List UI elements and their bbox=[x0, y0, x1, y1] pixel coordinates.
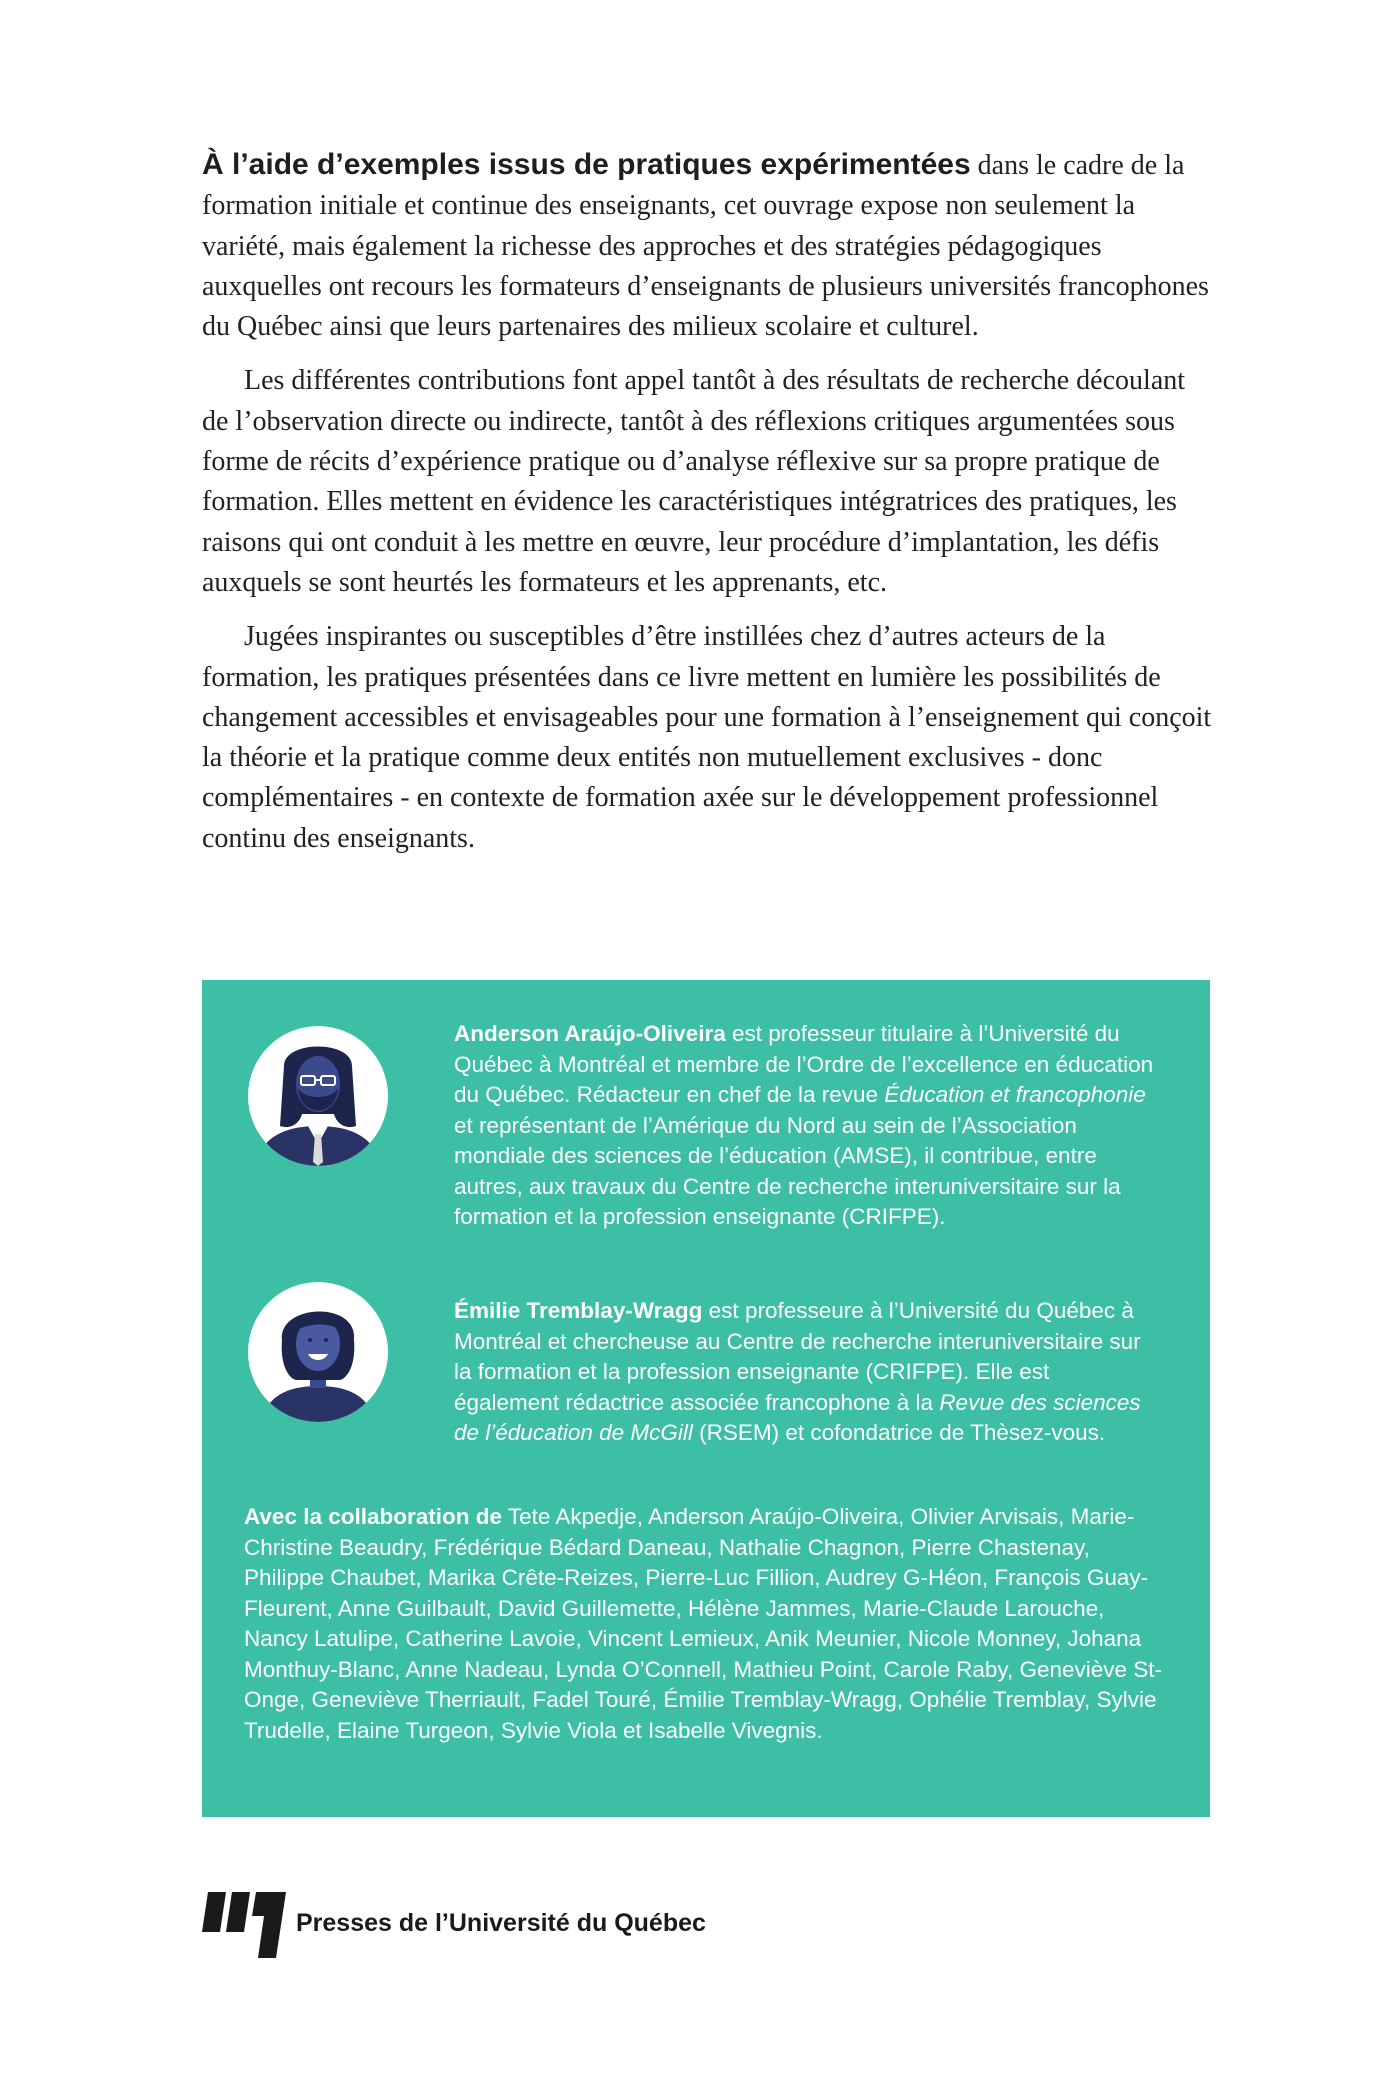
author-portrait-2 bbox=[248, 1282, 388, 1422]
summary-lead: À l’aide d’exemples issus de pratiques expérimentées bbox=[202, 148, 971, 181]
collaborator-names: Tete Akpedje, Anderson Araújo-Oliveira, Olivier Arvisais, Marie-Christine Beaudry, Frédérique Bédard Daneau, Nathalie Chagnon, Pierre Chastenay, Philippe Chaubet, Marika Crête-Reizes, Pierre-Luc Fillion, Audrey G-Héon, François Guay-Fleurent, Anne Guilbault, David Guillemette, Hélène Jammes, Marie-Claude Larouche, Nancy Latulipe, Catherine Lavoie, Vincent Lemieux, Anik Meunier, Nicole Monney, Johana Monthuy-Blanc, Anne Nadeau, Lynda O’Connell, Mathieu Point, Carole Raby, Geneviève St-Onge, Geneviève Therriault, Fadel Touré, Émilie Tremblay-Wragg, Ophélie Tremblay, Sylvie Trudelle, Elaine Turgeon, Sylvie Viola et Isabelle Vivegnis. bbox=[244, 1504, 1163, 1743]
summary-paragraph-1-text: dans le cadre de la formation initiale et continue des enseignants, cet ouvrage expose non seulement la variété, mais également la richesse des approches et des stratégies pédagogiques auxquelles ont recours les formateurs d’enseignants de plusieurs universités francophones du Québec ainsi que leurs partenaires des milieux scolaire et culturel. bbox=[202, 150, 1209, 343]
author-bio-2-text-b: (RSEM) et cofondatrice de Thèsez-vous. bbox=[692, 1420, 1106, 1445]
authors-panel bbox=[202, 980, 1210, 1817]
back-cover-summary bbox=[202, 145, 1212, 873]
summary-paragraph-1 bbox=[202, 145, 1212, 347]
collaborators-list bbox=[244, 1502, 1174, 1746]
author-name-2: Émilie Tremblay-Wragg bbox=[454, 1298, 703, 1323]
summary-paragraph-2: Les différentes contributions font appel tantôt à des résultats de recherche découlant de l’observation directe ou indirecte, tantôt à des réflexions critiques argumentées sous forme de récits d’expérience pratique ou d’analyse réflexive sur sa propre pratique de formation. Elles mettent en évidence les caractéristiques intégratrices des pratiques, les raisons qui ont conduit à les mettre en œuvre, leur procédure d’implantation, les défis auxquels se sont heurtés les formateurs et les apprenants, etc. bbox=[202, 365, 1186, 598]
author-bio-1 bbox=[454, 1019, 1154, 1233]
journal-title-2: Revue des sciences de l’éducation de McGill bbox=[454, 1389, 1141, 1445]
publisher-name: Presses de l’Université du Québec bbox=[296, 1909, 706, 1937]
collaboration-label: Avec la collaboration de bbox=[244, 1504, 502, 1529]
author-bio-1-text-b: et représentant de l’Amérique du Nord au sein de l’Association mondiale des sciences de l’éducation (AMSE), il contribue, entre autres, aux travaux du Centre de recherche interuniversitaire sur la formation et la profession enseignante (CRIFPE). bbox=[454, 1112, 1121, 1229]
author-bio-1-text-a: est professeur titulaire à l’Université du Québec à Montréal et membre de l’Ordre de l’excellence en éducation du Québec. Rédacteur en chef de la revue bbox=[454, 1021, 1154, 1107]
woman-portrait-icon bbox=[248, 1282, 388, 1422]
author-bio-2 bbox=[454, 1296, 1154, 1449]
man-portrait-icon bbox=[248, 1026, 388, 1166]
author-name-1: Anderson Araújo-Oliveira bbox=[454, 1021, 726, 1046]
journal-title-1: Éducation et francophonie bbox=[884, 1082, 1146, 1107]
puq-logo-icon bbox=[202, 1892, 286, 1963]
summary-paragraph-3: Jugées inspirantes ou susceptibles d’être instillées chez d’autres acteurs de la formation, les pratiques présentées dans ce livre mettent en lumière les possibilités de changement accessibles et envisageables pour une formation à l’enseignement qui conçoit la théorie et la pratique comme deux entités non mutuellement exclusives - donc complémentaires - en contexte de formation axée sur le développement professionnel continu des enseignants. bbox=[202, 621, 1212, 854]
author-portrait-1 bbox=[248, 1026, 388, 1166]
author-bio-2-text-a: est professeure à l’Université du Québec à Montréal et chercheuse au Centre de recherche interuniversitaire sur la formation et la profession enseignante (CRIFPE). Elle est également rédactrice associée francophone à la bbox=[454, 1298, 1141, 1415]
